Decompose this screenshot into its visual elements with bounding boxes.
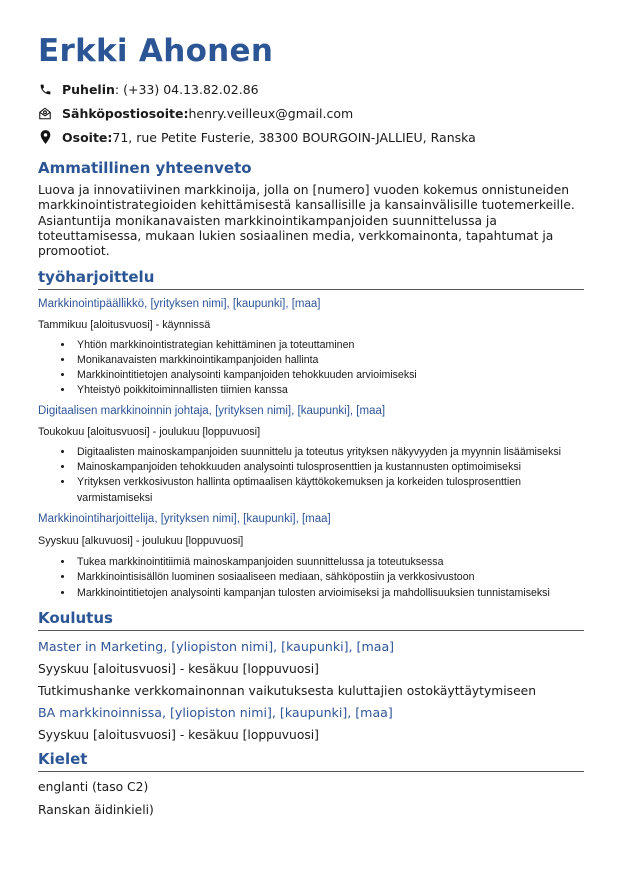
list-item: • Yrityksen verkkosivuston hallinta optimaalisen käyttökokemuksen ja korkeiden tulosprosenttien varmistamiseksi xyxy=(74,475,584,506)
contact-phone xyxy=(38,81,584,97)
job-duties xyxy=(38,338,584,399)
phone-icon xyxy=(38,82,52,96)
address-value: 71, rue Petite Fusterie, 38300 BOURGOIN-JALLIEU, Ranska xyxy=(112,129,476,145)
job-dates: Syyskuu [alkuvuosi] - joulukuu [loppuvuosi] xyxy=(38,534,244,547)
degree-detail: Tutkimushanke verkkomainonnan vaikutuksesta kuluttajien ostokäyttäytymiseen xyxy=(38,683,536,698)
job-entry xyxy=(38,513,584,601)
candidate-name: Erkki Ahonen xyxy=(38,33,274,69)
phone-value: : (+33) 04.13.82.02.86 xyxy=(114,81,259,97)
degree-title: Master in Marketing, [yliopiston nimi], [kaupunki], [maa] xyxy=(38,638,395,654)
list-item: • Yhtiön markkinointistrategian kehittäminen ja toteuttaminen xyxy=(74,338,584,353)
summary-text: Luova ja innovatiivinen markkinoija, jolla on [numero] vuoden kokemus onnistuneiden markkinointistrategioiden kehittämisestä kansallisille ja kansainvälisille tuotemerkeille. Asiantuntija monikanavaisten markkinointikampanjoiden suunnittelussa ja toteuttamisessa, mukaan lukien sosiaalinen media, verkkomainonta, tapahtumat ja promootiot. xyxy=(38,183,575,259)
work-heading: työharjoittelu xyxy=(38,268,584,290)
education-heading: Koulutus xyxy=(38,609,584,631)
address-label: Osoite: xyxy=(62,129,113,145)
language-item: Ranskan äidinkieli) xyxy=(38,802,154,817)
at-mail-icon xyxy=(38,106,52,120)
job-title: Digitaalisen markkinoinnin johtaja, [yrityksen nimi], [kaupunki], [maa] xyxy=(38,404,386,417)
list-item: • Markkinointitietojen analysointi kampanjan tulosten arvioimiseksi ja mahdollisuuksien tunnistamiseksi xyxy=(74,586,584,601)
language-item: englanti (taso C2) xyxy=(38,779,149,794)
list-item: • Markkinointisisällön luominen sosiaaliseen mediaan, sähköpostiin ja verkkosivustoon xyxy=(74,570,584,585)
list-item: • Markkinointitietojen analysointi kampanjoiden tehokkuuden arvioimiseksi xyxy=(74,368,584,383)
job-entry xyxy=(38,405,584,506)
phone-label: Puhelin xyxy=(62,81,115,97)
job-entry xyxy=(38,298,584,399)
contact-address xyxy=(38,129,584,145)
summary-heading: Ammatillinen yhteenveto xyxy=(38,159,252,178)
job-dates: Tammikuu [aloitusvuosi] - käynnissä xyxy=(38,318,211,331)
email-value: henry.veilleux@gmail.com xyxy=(188,105,354,121)
email-label: Sähköpostiosoite: xyxy=(62,105,189,121)
list-item: • Monikanavaisten markkinointikampanjoiden hallinta xyxy=(74,353,584,368)
job-title: Markkinointipäällikkö, [yrityksen nimi], [kaupunki], [maa] xyxy=(38,297,321,310)
list-item: • Yhteistyö poikkitoiminnallisten tiimien kanssa xyxy=(74,383,584,398)
list-item: • Mainoskampanjoiden tehokkuuden analysointi tulosprosenttien ja kustannusten optimoimiseksi xyxy=(74,460,584,475)
list-item: • Tukea markkinointitiimiä mainoskampanjoiden suunnittelussa ja toteutuksessa xyxy=(74,555,584,570)
degree-dates: Syyskuu [aloitusvuosi] - kesäkuu [loppuvuosi] xyxy=(38,727,319,742)
job-duties xyxy=(38,555,584,601)
list-item: • Digitaalisten mainoskampanjoiden suunnittelu ja toteutus yrityksen näkyvyyden ja myynnin lisäämiseksi xyxy=(74,445,584,460)
degree-title: BA markkinoinnissa, [yliopiston nimi], [kaupunki], [maa] xyxy=(38,704,393,720)
languages-heading: Kielet xyxy=(38,750,584,772)
degree-dates: Syyskuu [aloitusvuosi] - kesäkuu [loppuvuosi] xyxy=(38,661,319,676)
job-title: Markkinointiharjoittelija, [yrityksen nimi], [kaupunki], [maa] xyxy=(38,512,331,525)
job-duties xyxy=(38,445,584,506)
location-pin-icon xyxy=(38,130,52,144)
job-dates: Toukokuu [aloitusvuosi] - joulukuu [loppuvuosi] xyxy=(38,425,261,438)
contact-email xyxy=(38,105,584,121)
